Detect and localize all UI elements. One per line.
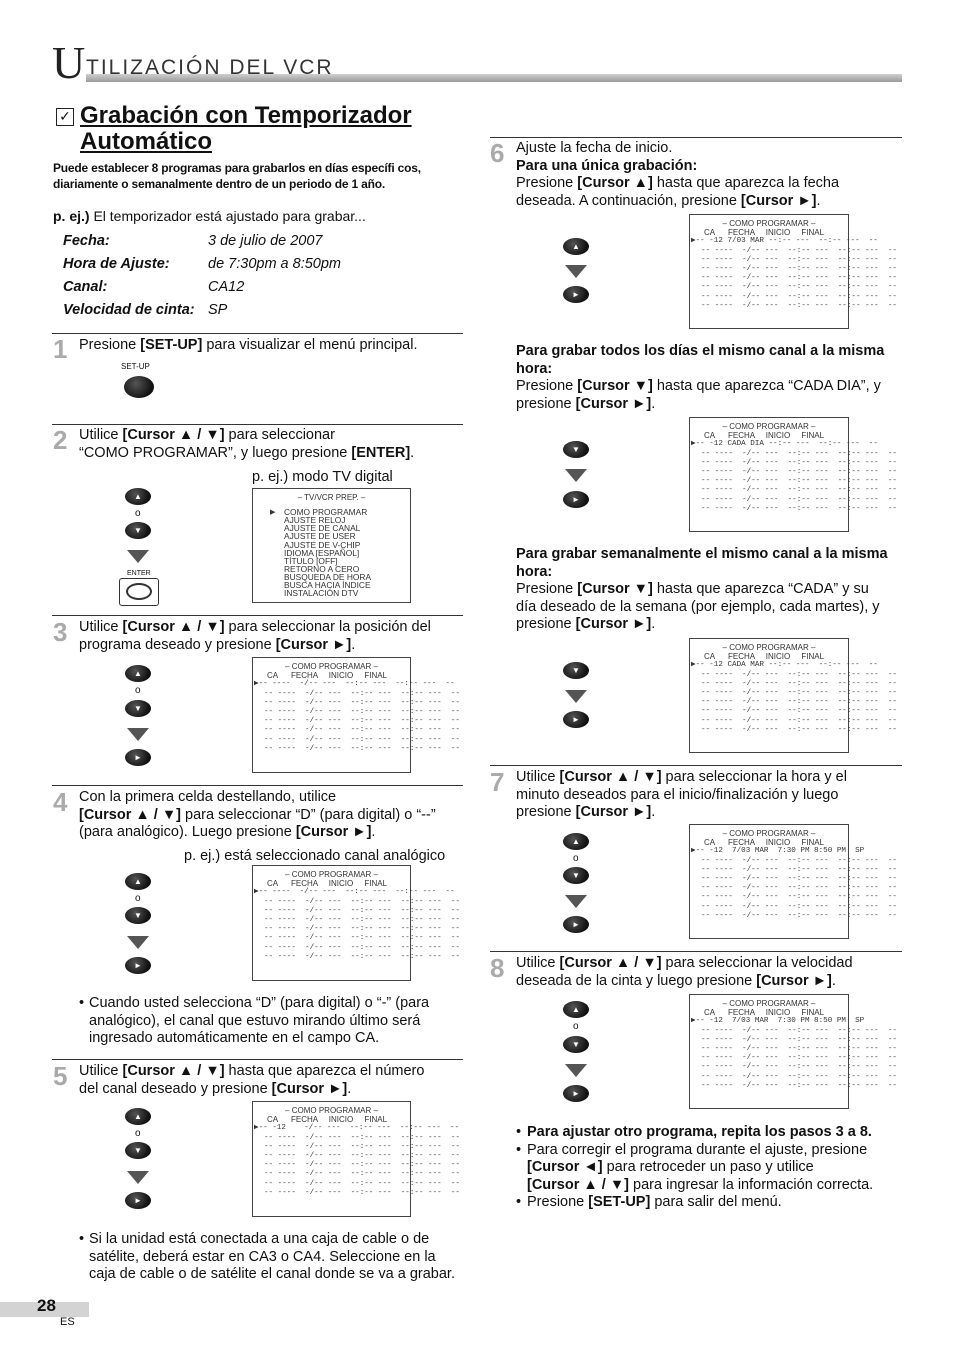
cursor-up-icon: ▲ xyxy=(125,488,151,505)
screen-title: – COMO PROGRAMAR – xyxy=(722,422,816,431)
cursor-up-icon: ▲ xyxy=(563,833,589,850)
table-row: -- ---- -/-- --- --:-- --- --:-- --- -- xyxy=(701,274,897,283)
table-row: -- ---- -/-- --- --:-- --- --:-- --- -- xyxy=(701,255,897,264)
table-row: -- ---- -/-- --- --:-- --- --:-- --- -- xyxy=(264,1188,460,1197)
step-number: 6 xyxy=(490,138,505,168)
active-row-text: -- ---- -/-- --- --:-- --- --:-- --- -- xyxy=(258,680,455,689)
table-row: -- ---- -/-- --- --:-- --- --:-- --- -- xyxy=(701,670,897,679)
table-row: -- ---- -/-- --- --:-- --- --:-- --- -- xyxy=(264,1161,460,1170)
cursor-down-icon: ▼ xyxy=(563,867,589,884)
table-row: -- ---- -/-- --- --:-- --- --:-- --- -- xyxy=(701,725,897,734)
example-value: SP xyxy=(208,302,228,318)
table-row: -- ---- -/-- --- --:-- --- --:-- --- -- xyxy=(701,1063,897,1072)
program-screen xyxy=(689,994,897,1109)
example-value: de 7:30pm a 8:50pm xyxy=(208,256,342,272)
example-intro: p. ej.) El temporizador está ajustado para grabar... xyxy=(53,208,366,224)
screen-header: CA FECHA INICIO FINAL xyxy=(704,1008,825,1018)
step7-text: Utilice [Cursor ▲ / ▼] para seleccionar la hora y el minuto deseados para el inicio/finalización y luego presione [Cursor ►]. xyxy=(516,769,847,820)
arrow-down-icon xyxy=(127,728,149,741)
table-row xyxy=(690,1017,865,1026)
divider xyxy=(52,424,463,425)
table-row: -- ---- -/-- --- --:-- --- --:-- --- -- xyxy=(701,1081,897,1090)
table-row: -- ---- -/-- --- --:-- --- --:-- --- -- xyxy=(264,735,460,744)
table-row xyxy=(690,440,878,449)
page-number: 28 xyxy=(37,1296,56,1315)
screen-title: – COMO PROGRAMAR – xyxy=(722,219,816,228)
example-value: 3 de julio de 2007 xyxy=(208,233,323,249)
arrow-down-icon xyxy=(565,1064,587,1077)
table-row: -- ---- -/-- --- --:-- --- --:-- --- -- xyxy=(701,292,897,301)
table-row: -- ---- -/-- --- --:-- --- --:-- --- -- xyxy=(701,1054,897,1063)
step4-text: Con la primera celda destellando, utilice [Cursor ▲ / ▼] para seleccionar “D” (para digital) o “--” (para analógico). Luego presione [Cursor ►]. xyxy=(79,789,436,840)
menu-item: RETORNO A CERO xyxy=(284,563,360,574)
program-screen xyxy=(252,865,460,981)
menu-item: INSTALACIÓN DTV xyxy=(284,588,359,599)
cursor-down-icon: ▼ xyxy=(125,700,151,717)
step6-daily: Para grabar todos los días el mismo canal a la misma hora: Presione [Cursor ▼] hasta que aparezca “CADA DIA”, y presione [Cursor ►]. xyxy=(516,343,885,412)
cursor-up-icon: ▲ xyxy=(125,665,151,682)
table-row: -- ---- -/-- --- --:-- --- --:-- --- -- xyxy=(701,449,897,458)
table-row: -- ---- -/-- --- --:-- --- --:-- --- -- xyxy=(701,856,897,865)
cursor-up-icon: ▲ xyxy=(125,1108,151,1125)
table-row: -- ---- -/-- --- --:-- --- --:-- --- -- xyxy=(701,1045,897,1054)
table-row: -- ---- -/-- --- --:-- --- --:-- --- -- xyxy=(701,495,897,504)
table-row: -- ---- -/-- --- --:-- --- --:-- --- -- xyxy=(264,689,460,698)
table-row: -- ---- -/-- --- --:-- --- --:-- --- -- xyxy=(264,744,460,753)
step4-note: • Cuando usted selecciona “D” (para digital) o “-” (para analógico), el canal que estuvo mirando último será ingresado automáticamente en el campo CA. xyxy=(79,995,430,1046)
step5-text: Utilice [Cursor ▲ / ▼] hasta que aparezca el número del canal deseado y presione [Cursor ►]. xyxy=(79,1063,425,1097)
step-number: 2 xyxy=(53,425,68,455)
cursor-up-icon: ▲ xyxy=(563,238,589,255)
setup-label: SET-UP xyxy=(121,362,150,371)
active-row-text: -- -12 7/03 MAR --:-- --- --:-- --- -- xyxy=(695,237,878,246)
table-row: -- ---- -/-- --- --:-- --- --:-- --- -- xyxy=(264,943,460,952)
cursor-down-icon: ▼ xyxy=(125,907,151,924)
table-row: -- ---- -/-- --- --:-- --- --:-- --- -- xyxy=(701,486,897,495)
table-row: -- ---- -/-- --- --:-- --- --:-- --- -- xyxy=(264,1179,460,1188)
or-label: o xyxy=(135,1128,141,1139)
or-label: o xyxy=(573,853,579,864)
step-number: 3 xyxy=(53,617,68,647)
screen-header: CA FECHA INICIO FINAL xyxy=(704,431,825,441)
pointer-icon: ▶ xyxy=(254,888,259,897)
or-label: o xyxy=(135,893,141,904)
divider xyxy=(52,333,463,334)
screen-header: CA FECHA INICIO FINAL xyxy=(704,228,825,238)
table-row xyxy=(253,888,455,897)
step4-caption: p. ej.) está seleccionado canal analógico xyxy=(184,848,446,864)
table-row: -- ---- -/-- --- --:-- --- --:-- --- -- xyxy=(701,865,897,874)
active-row-text: -- -12 7/03 MAR 7:30 PM 8:50 PM SP xyxy=(695,1017,865,1026)
menu-item: AJUSTE RELOJ xyxy=(284,515,346,526)
example-table xyxy=(63,233,443,325)
example-key: Canal: xyxy=(63,279,108,295)
table-row: -- ---- -/-- --- --:-- --- --:-- --- -- xyxy=(264,708,460,717)
step2-text: Utilice [Cursor ▲ / ▼] para seleccionar “COMO PROGRAMAR”, y luego presione [ENTER]. xyxy=(79,427,415,461)
active-row-text: -- -12 CADA MAR --:-- --- --:-- --- -- xyxy=(695,661,878,670)
table-row: -- ---- -/-- --- --:-- --- --:-- --- -- xyxy=(264,1152,460,1161)
menu-item: BUSQUEDA DE HORA xyxy=(284,571,372,582)
cursor-right-icon: ► xyxy=(125,1192,151,1209)
step3-text: Utilice [Cursor ▲ / ▼] para seleccionar la posición del programa deseado y presione [Cursor ►]. xyxy=(79,619,431,653)
cursor-down-icon: ▼ xyxy=(563,662,589,679)
cursor-down-icon: ▼ xyxy=(563,1036,589,1053)
checkbox-icon: ✓ xyxy=(56,108,74,126)
section-title: ✓ Grabación con Temporizador Automático xyxy=(56,103,412,155)
arrow-down-icon xyxy=(565,690,587,703)
cursor-right-icon: ► xyxy=(563,916,589,933)
pointer-icon: ▶ xyxy=(254,1124,259,1133)
cursor-up-icon: ▲ xyxy=(563,1001,589,1018)
screen-header: CA FECHA INICIO FINAL xyxy=(704,838,825,848)
example-key: Hora de Ajuste: xyxy=(63,256,170,272)
divider xyxy=(490,951,902,952)
table-row: -- ---- -/-- --- --:-- --- --:-- --- -- xyxy=(701,504,897,513)
table-row: -- ---- -/-- --- --:-- --- --:-- --- -- xyxy=(701,1026,897,1035)
divider xyxy=(52,1059,463,1060)
cursor-right-icon: ► xyxy=(125,749,151,766)
arrow-down-icon xyxy=(565,265,587,278)
intro-text: Puede establecer 8 programas para grabarlos en días específi cos, diariamente o semanalmente dentro de un periodo de 1 año. xyxy=(53,161,421,191)
table-row xyxy=(690,237,878,246)
table-row: -- ---- -/-- --- --:-- --- --:-- --- -- xyxy=(701,884,897,893)
table-row: -- ---- -/-- --- --:-- --- --:-- --- -- xyxy=(701,458,897,467)
menu-item: COMO PROGRAMAR xyxy=(284,507,368,518)
menu-item: IDIOMA [ESPAÑOL] xyxy=(284,547,360,558)
or-label: o xyxy=(573,1021,579,1032)
or-label: o xyxy=(135,508,141,519)
table-row xyxy=(253,680,455,689)
screen-title: – COMO PROGRAMAR – xyxy=(285,662,378,671)
table-row: -- ---- -/-- --- --:-- --- --:-- --- -- xyxy=(264,1170,460,1179)
enter-label: ENTER xyxy=(127,570,151,577)
example-key: Velocidad de cinta: xyxy=(63,302,195,318)
program-screen xyxy=(689,824,897,939)
table-row: -- ---- -/-- --- --:-- --- --:-- --- -- xyxy=(264,717,460,726)
header-initial: U xyxy=(52,37,86,88)
screen-title: – COMO PROGRAMAR – xyxy=(285,1106,378,1115)
active-row-text: -- -12 CADA DIA --:-- --- --:-- --- -- xyxy=(695,440,878,449)
screen-header: CA FECHA INICIO FINAL xyxy=(704,652,825,662)
table-row: -- ---- -/-- --- --:-- --- --:-- --- -- xyxy=(701,875,897,884)
step8-text: Utilice [Cursor ▲ / ▼] para seleccionar la velocidad deseada de la cinta y luego presione [Cursor ►]. xyxy=(516,955,853,989)
step6-weekly: Para grabar semanalmente el mismo canal a la misma hora: Presione [Cursor ▼] hasta que aparezca “CADA” y su día deseado de la semana (por ejemplo, cada martes), y presione [Cursor ►]. xyxy=(516,546,888,632)
screen-title: – COMO PROGRAMAR – xyxy=(722,643,816,652)
table-row: -- ---- -/-- --- --:-- --- --:-- --- -- xyxy=(264,934,460,943)
example-value: CA12 xyxy=(208,279,245,295)
step-number: 7 xyxy=(490,767,505,797)
table-row: -- ---- -/-- --- --:-- --- --:-- --- -- xyxy=(701,707,897,716)
header-title: TILIZACIÓN DEL VCR xyxy=(86,56,334,79)
step-number: 8 xyxy=(490,953,505,983)
screen-title: – COMO PROGRAMAR – xyxy=(722,999,816,1008)
table-row: -- ---- -/-- --- --:-- --- --:-- --- -- xyxy=(264,925,460,934)
menu-item: BUSCA HACIA ÍNDICE xyxy=(284,580,371,591)
table-row: -- ---- -/-- --- --:-- --- --:-- --- -- xyxy=(701,1035,897,1044)
pointer-icon: ▶ xyxy=(691,661,696,670)
menu-item: AJUSTE DE USER xyxy=(284,531,356,542)
table-row: -- ---- -/-- --- --:-- --- --:-- --- -- xyxy=(701,698,897,707)
screen-header: CA FECHA INICIO FINAL xyxy=(267,671,388,681)
table-row xyxy=(690,847,865,856)
final-notes: • Para ajustar otro programa, repita los pasos 3 a 8. • Para corregir el programa durante el ajuste, presione [Cursor ◄] para retroceder un paso y utilice [Cursor ▲ / ▼] para ingresar la información correcta. • Presione [SET-UP] para salir del menú. xyxy=(516,1124,874,1210)
table-row: -- ---- -/-- --- --:-- --- --:-- --- -- xyxy=(701,716,897,725)
arrow-down-icon xyxy=(127,550,149,563)
table-row: -- ---- -/-- --- --:-- --- --:-- --- -- xyxy=(701,468,897,477)
table-row: -- ---- -/-- --- --:-- --- --:-- --- -- xyxy=(264,698,460,707)
screen-header: CA FECHA INICIO FINAL xyxy=(267,879,388,889)
pointer-icon: ▶ xyxy=(691,440,696,449)
step-number: 1 xyxy=(53,334,68,364)
cursor-right-icon: ► xyxy=(563,286,589,303)
menu-item: TÍTULO [OFF] xyxy=(284,555,338,566)
pointer-icon: ▶ xyxy=(691,847,696,856)
table-row: -- ---- -/-- --- --:-- --- --:-- --- -- xyxy=(264,916,460,925)
step1-text: Presione [SET-UP] para visualizar el menú principal. xyxy=(79,337,418,353)
arrow-down-icon xyxy=(565,895,587,908)
table-row: -- ---- -/-- --- --:-- --- --:-- --- -- xyxy=(701,679,897,688)
divider xyxy=(490,765,902,766)
table-row: -- ---- -/-- --- --:-- --- --:-- --- -- xyxy=(701,911,897,920)
table-row: -- ---- -/-- --- --:-- --- --:-- --- -- xyxy=(701,477,897,486)
cursor-right-icon: ► xyxy=(563,1085,589,1102)
table-row: -- ---- -/-- --- --:-- --- --:-- --- -- xyxy=(701,1072,897,1081)
program-screen xyxy=(252,657,460,773)
table-row xyxy=(253,1124,460,1133)
table-row: -- ---- -/-- --- --:-- --- --:-- --- -- xyxy=(701,689,897,698)
table-row xyxy=(690,661,878,670)
table-row: -- ---- -/-- --- --:-- --- --:-- --- -- xyxy=(701,265,897,274)
divider xyxy=(490,137,902,138)
table-row: -- ---- -/-- --- --:-- --- --:-- --- -- xyxy=(701,246,897,255)
program-screen xyxy=(689,638,897,753)
program-screen xyxy=(689,214,897,329)
arrow-down-icon xyxy=(127,1171,149,1184)
cursor-right-icon: ► xyxy=(563,491,589,508)
table-row: -- ---- -/-- --- --:-- --- --:-- --- -- xyxy=(701,283,897,292)
enter-button-icon xyxy=(119,578,159,606)
pointer-icon: ▶ xyxy=(691,1017,696,1026)
pointer-icon: ▶ xyxy=(270,509,276,516)
cursor-right-icon: ► xyxy=(563,711,589,728)
table-row: -- ---- -/-- --- --:-- --- --:-- --- -- xyxy=(264,897,460,906)
arrow-down-icon xyxy=(565,469,587,482)
cursor-up-icon: ▲ xyxy=(125,873,151,890)
page-language: ES xyxy=(60,1316,75,1328)
step6-text: Ajuste la fecha de inicio. Para una única grabación: Presione [Cursor ▲] hasta que aparezca la fecha deseada. A continuación, presione [Cursor ►]. xyxy=(516,140,840,209)
menu-item: AJUSTE DE V-CHIP xyxy=(284,539,361,550)
cursor-down-icon: ▼ xyxy=(563,441,589,458)
tv-vcr-menu-screen: – TV/VCR PREP. – ▶ COMO PROGRAMAR AJUSTE RELOJ AJUSTE DE CANAL AJUSTE DE USER AJUSTE DE V-CHIP IDIOMA [ESPAÑOL] TÍTULO [OFF] RETORNO A CERO BUSQUEDA DE HORA BUSCA HACIA ÍNDICE INSTALACIÓN DTV xyxy=(252,488,411,603)
table-row: -- ---- -/-- --- --:-- --- --:-- --- -- xyxy=(264,1133,460,1142)
cursor-down-icon: ▼ xyxy=(125,522,151,539)
screen-header: CA FECHA INICIO FINAL xyxy=(267,1115,388,1125)
screen-title: – COMO PROGRAMAR – xyxy=(285,870,378,879)
arrow-down-icon xyxy=(127,936,149,949)
step-number: 5 xyxy=(53,1061,68,1091)
cursor-down-icon: ▼ xyxy=(125,1142,151,1159)
setup-button-icon xyxy=(124,376,154,398)
example-key: Fecha: xyxy=(63,233,110,249)
table-row: -- ---- -/-- --- --:-- --- --:-- --- -- xyxy=(264,1142,460,1151)
pointer-icon: ▶ xyxy=(254,680,259,689)
program-screen xyxy=(689,417,897,532)
cursor-right-icon: ► xyxy=(125,957,151,974)
program-screen xyxy=(252,1101,460,1217)
menu-item: AJUSTE DE CANAL xyxy=(284,523,361,534)
or-label: o xyxy=(135,685,141,696)
pointer-icon: ▶ xyxy=(691,237,696,246)
table-row: -- ---- -/-- --- --:-- --- --:-- --- -- xyxy=(701,902,897,911)
divider xyxy=(52,785,463,786)
step-number: 4 xyxy=(53,787,68,817)
table-row: -- ---- -/-- --- --:-- --- --:-- --- -- xyxy=(701,893,897,902)
table-row: -- ---- -/-- --- --:-- --- --:-- --- -- xyxy=(264,906,460,915)
active-row-text: -- ---- -/-- --- --:-- --- --:-- --- -- xyxy=(258,888,455,897)
table-row: -- ---- -/-- --- --:-- --- --:-- --- -- xyxy=(264,726,460,735)
active-row-text: -- -12 7/03 MAR 7:30 PM 8:50 PM SP xyxy=(695,847,865,856)
step2-caption: p. ej.) modo TV digital xyxy=(252,469,393,485)
table-row: -- ---- -/-- --- --:-- --- --:-- --- -- xyxy=(264,952,460,961)
screen-title: – COMO PROGRAMAR – xyxy=(722,829,816,838)
step5-note: • Si la unidad está conectada a una caja de cable o de satélite, deberá estar en CA3 o CA4. Seleccione en la caja de cable o de satélite el canal donde se va a grabar. xyxy=(79,1231,455,1282)
divider xyxy=(52,615,463,616)
active-row-text: -- -12 -/-- --- --:-- --- --:-- --- -- xyxy=(258,1124,460,1133)
table-row: -- ---- -/-- --- --:-- --- --:-- --- -- xyxy=(701,301,897,310)
